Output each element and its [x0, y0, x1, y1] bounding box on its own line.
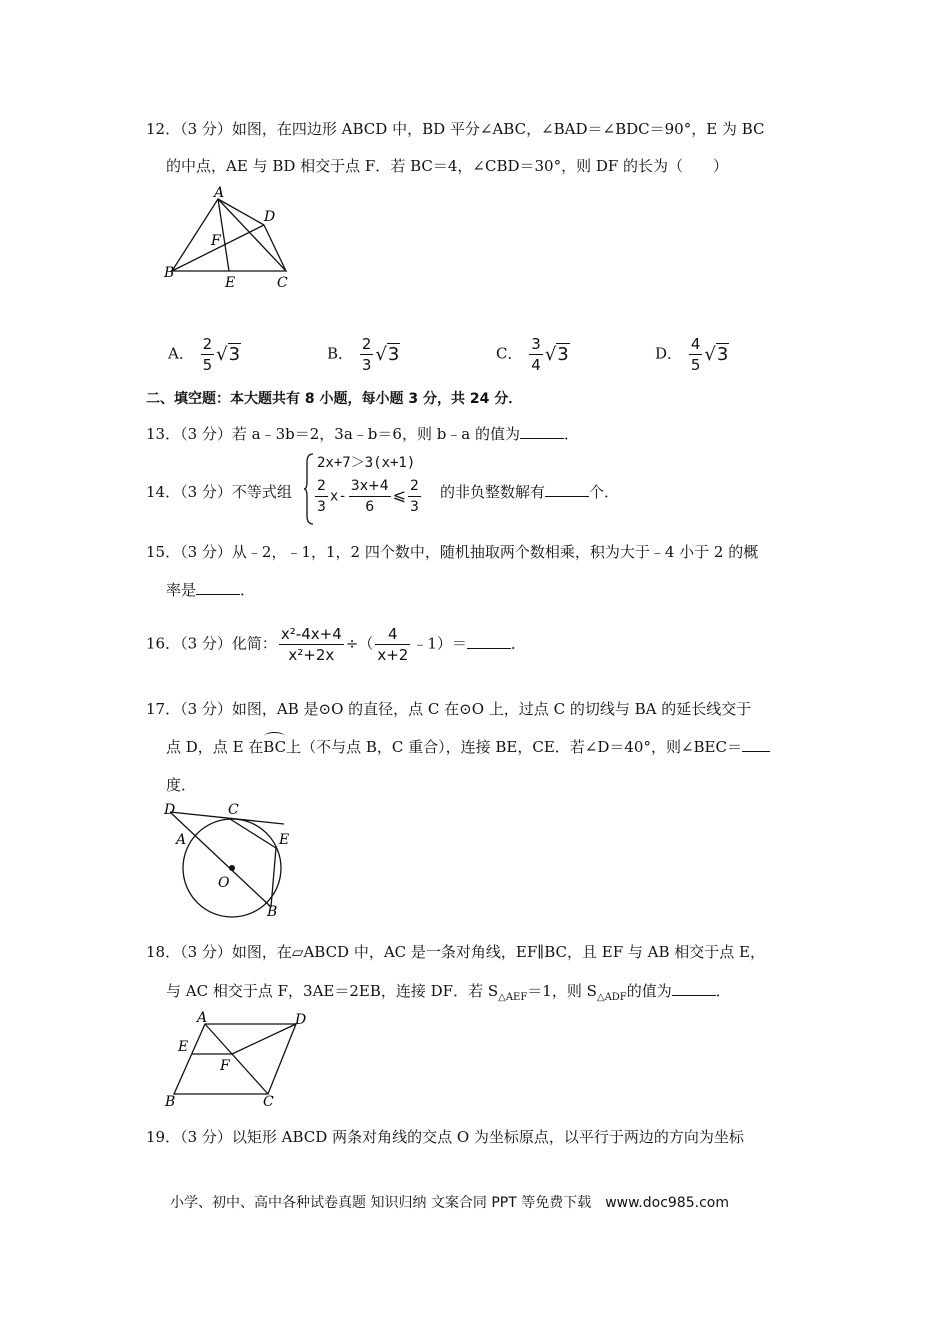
- q12-line1: [146, 118, 764, 139]
- q14-tail: [440, 481, 619, 502]
- page-footer: 小学、初中、高中各种试卷真题 知识归纳 文案合同 PPT 等免费下载 www.doc985.com: [170, 1195, 729, 1211]
- option-c-sqrt: √3: [544, 344, 569, 365]
- q12-score: （3 分）: [180, 120, 232, 138]
- q17-line3: 度．: [166, 776, 197, 794]
- q18-label-e: E: [178, 1039, 189, 1055]
- q18-text-1: （3 分）如图，在▱ABCD 中，AC 是一条对角线，EF∥BC，且 EF 与 AB 相交于点 E，: [180, 943, 765, 961]
- option-c-den: 4: [531, 356, 541, 374]
- q13-answer-blank[interactable]: [520, 424, 564, 439]
- q14-post: 的非负整数解有: [440, 483, 546, 501]
- q16-pre: （3 分）化简：: [180, 634, 277, 653]
- option-a-label: A．: [168, 344, 194, 363]
- q18-text-2c: 的值为: [626, 982, 672, 1000]
- q14-f3-num: 2: [408, 476, 421, 497]
- q16: [146, 624, 526, 665]
- option-b-num: 2: [361, 335, 372, 353]
- q12-text-1: 如图，在四边形 ABCD 中，BD 平分∠ABC，∠BAD＝∠BDC＝90°，E 为 BC: [231, 120, 765, 138]
- q18-label-a: A: [197, 1010, 208, 1026]
- q12-label-b: B: [164, 265, 175, 281]
- q12-option-b[interactable]: [327, 334, 400, 375]
- q18-label-d: D: [295, 1012, 307, 1028]
- option-a-sqrt: √3: [216, 344, 241, 365]
- q17-label-a: A: [176, 832, 187, 848]
- q17-text-1: （3 分）如图，AB 是⊙O 的直径，点 C 在⊙O 上，过点 C 的切线与 BA 的延长线交于: [180, 700, 752, 718]
- q18-label-b: B: [165, 1094, 176, 1110]
- q19-text-1: （3 分）以矩形 ABCD 两条对角线的交点 O 为坐标原点，以平行于两边的方向为坐标: [180, 1128, 744, 1146]
- option-d-num: 4: [690, 335, 701, 353]
- q12-number: 12．: [146, 120, 181, 138]
- q17-arc-bc: BC: [263, 738, 287, 756]
- q14-mid: x-: [329, 488, 347, 505]
- q17-center-dot: [229, 865, 235, 871]
- option-b-rad: 3: [387, 344, 400, 365]
- q16-answer-blank[interactable]: [467, 634, 511, 649]
- q13-text: （3 分）若 a﹣3b＝2，3a﹣b＝6，则 b﹣a 的值为: [180, 425, 521, 443]
- q15-answer-blank[interactable]: [196, 580, 240, 595]
- q18-figure: [160, 1008, 320, 1112]
- q15-number: 15．: [146, 543, 181, 561]
- q18-text-2b: ＝1，则 S: [527, 982, 597, 1000]
- q18-answer-blank[interactable]: [672, 981, 716, 996]
- q14: [146, 481, 292, 502]
- option-d-rad: 3: [716, 344, 729, 365]
- q17-text-2a: 点 D，点 E 在: [166, 738, 264, 756]
- q12-option-d[interactable]: [655, 334, 729, 375]
- q13-end: ．: [564, 425, 580, 443]
- q19-line1: [146, 1126, 744, 1147]
- option-d-label: D．: [655, 344, 683, 363]
- option-c-num: 3: [531, 335, 541, 353]
- q12-option-a[interactable]: [168, 334, 241, 375]
- q14-f2-den: 6: [365, 499, 375, 515]
- option-c-label: C．: [496, 344, 523, 363]
- option-b-label: B．: [327, 344, 354, 363]
- q12-option-c[interactable]: [496, 334, 570, 375]
- q18-sub-aef: △AEF: [498, 992, 528, 1003]
- q14-inequality-system: [303, 452, 443, 526]
- q18-number: 18．: [146, 943, 181, 961]
- q17-line2: [166, 736, 770, 757]
- q16-f2-num: 4: [375, 624, 410, 645]
- option-b-sqrt: √3: [375, 344, 400, 365]
- q16-div: ÷（: [345, 634, 374, 653]
- option-a-den: 5: [202, 356, 213, 374]
- q14-end: 个．: [589, 483, 620, 501]
- option-b-den: 3: [361, 356, 372, 374]
- q17-number: 17．: [146, 700, 181, 718]
- q16-f1-num: x²-4x+4: [280, 625, 342, 643]
- q13-number: 13．: [146, 425, 181, 443]
- q18-line2: [166, 980, 731, 1003]
- section-2-heading: 二、填空题：本大题共有 8 小题，每小题 3 分，共 24 分．: [146, 391, 523, 407]
- q18-sub-adf: △ADF: [596, 992, 627, 1003]
- q15-line1: [146, 541, 758, 562]
- q18-text-2a: 与 AC 相交于点 F，3AE＝2EB，连接 DF．若 S: [166, 982, 499, 1000]
- q14-pre: （3 分）不等式组: [180, 483, 292, 501]
- q18-line1: [146, 941, 765, 962]
- q17-label-o: O: [218, 875, 230, 891]
- option-c-rad: 3: [557, 344, 569, 365]
- option-a-num: 2: [202, 335, 213, 353]
- q17-line1: [146, 698, 751, 719]
- q14-ineq2: [313, 476, 423, 517]
- q13: [146, 423, 579, 444]
- q16-post: ﹣1）＝: [412, 634, 467, 653]
- q12-line2: 的中点，AE 与 BD 相交于点 F．若 BC＝4，∠CBD＝30°，则 DF 的长为（ ）: [166, 157, 729, 175]
- q12-label-e: E: [225, 275, 236, 291]
- q15-line2: [166, 579, 255, 600]
- option-d-den: 5: [690, 356, 701, 374]
- q12-figure: [160, 185, 300, 295]
- option-d-sqrt: √3: [704, 344, 729, 365]
- q19-number: 19．: [146, 1128, 181, 1146]
- q14-number: 14．: [146, 483, 181, 501]
- q16-end: ．: [510, 634, 526, 653]
- q14-f1-num: 2: [315, 476, 328, 497]
- q17-figure: [160, 800, 300, 920]
- q18-label-c: C: [263, 1094, 274, 1110]
- option-a-rad: 3: [228, 344, 241, 365]
- q17-label-b: B: [267, 904, 278, 920]
- q12-label-a: A: [214, 185, 225, 201]
- q14-ineq1: 2x+7＞3(x+1): [317, 455, 416, 471]
- q15-text-1: （3 分）从﹣2，﹣1，1，2 四个数中，随机抽取两个数相乘，积为大于﹣4 小于 2 的概: [180, 543, 759, 561]
- q16-number: 16．: [146, 634, 181, 653]
- q17-label-d: D: [164, 802, 176, 818]
- q18-label-f: F: [220, 1058, 230, 1074]
- q16-f2-den: x+2: [377, 646, 409, 664]
- q17-label-c: C: [228, 802, 239, 818]
- q14-f3-den: 3: [410, 499, 419, 515]
- q17-text-2b: 上（不与点 B，C 重合），连接 BE，CE．若∠D＝40°，则∠BEC＝: [286, 738, 742, 756]
- q15-text-2: 率是: [166, 581, 197, 599]
- q18-end: ．: [715, 982, 731, 1000]
- q14-rel: ⩽: [392, 485, 407, 505]
- q17-answer-blank[interactable]: [742, 737, 770, 752]
- q15-end: ．: [240, 581, 256, 599]
- q12-label-c: C: [277, 275, 288, 291]
- q16-f1-den: x²+2x: [288, 646, 335, 664]
- q12-label-d: D: [264, 209, 276, 225]
- q14-answer-blank[interactable]: [545, 482, 589, 497]
- q14-f2-num: 3x+4: [349, 476, 391, 497]
- q14-f1-den: 3: [317, 499, 326, 515]
- q17-label-e: E: [279, 832, 290, 848]
- q12-label-f: F: [211, 233, 221, 249]
